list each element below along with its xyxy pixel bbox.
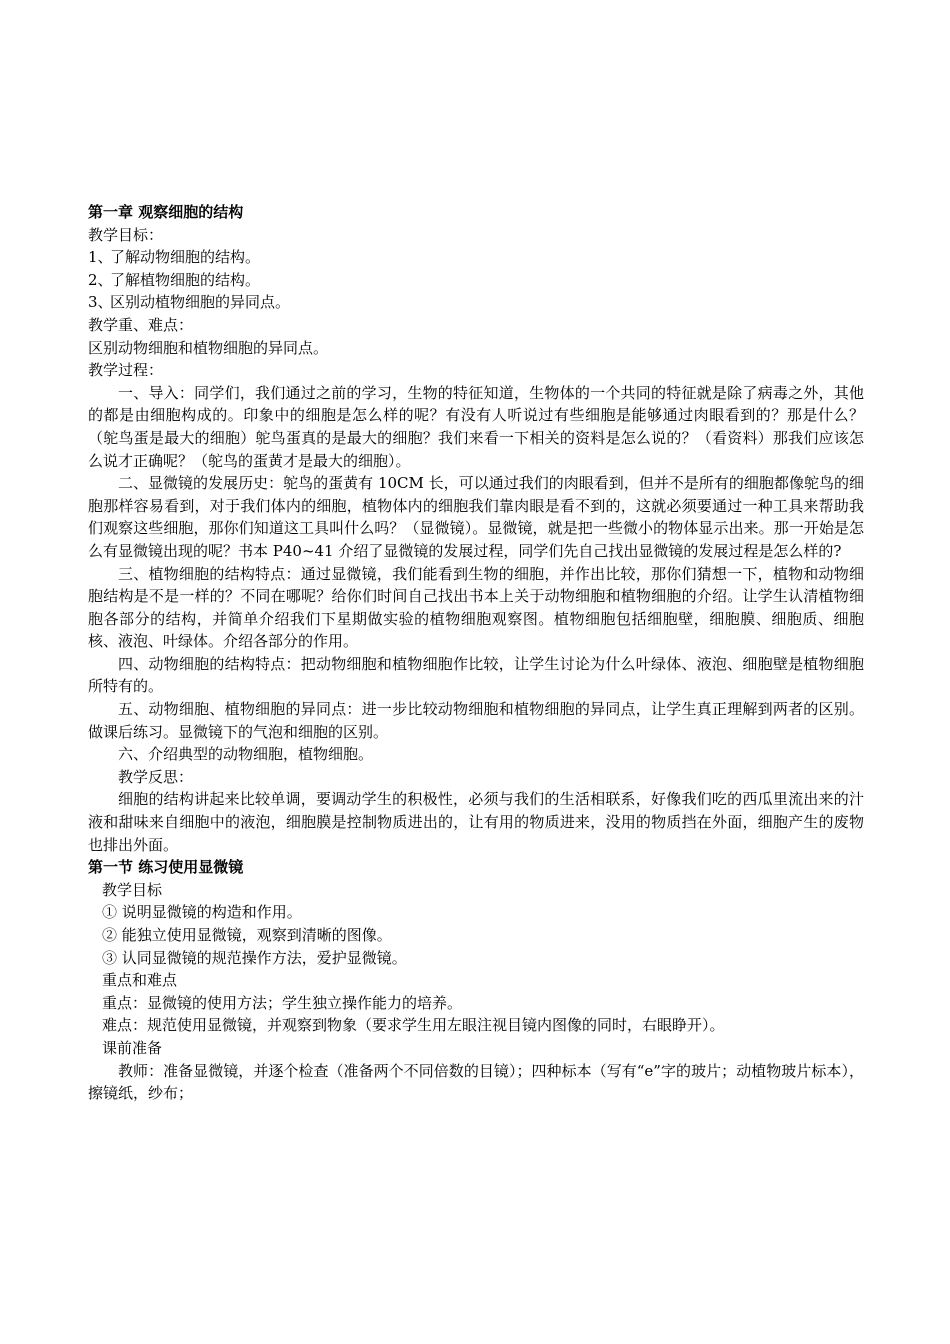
section-prep-label: 课前准备 bbox=[102, 1038, 163, 1057]
chapter-heading: 第一章 观察细胞的结构 bbox=[88, 203, 244, 221]
process-paragraph: 五、动物细胞、植物细胞的异同点：进一步比较动物细胞和植物细胞的异同点，让学生真正理解到两者的区别。做课后练习。显微镜下的气泡和细胞的区别。 bbox=[88, 700, 864, 741]
section-goal-item: ② 能独立使用显微镜，观察到清晰的图像。 bbox=[102, 926, 392, 944]
process-paragraph: 四、动物细胞的结构特点：把动物细胞和植物细胞作比较，让学生讨论为什么叶绿体、液泡、细胞壁是植物细胞所特有的。 bbox=[88, 654, 864, 696]
chapter-goal-item bbox=[88, 291, 864, 314]
section-heading: 第一节 练习使用显微镜 bbox=[88, 858, 244, 877]
goal-text: 了解动物细胞的结构。 bbox=[110, 248, 261, 267]
chapter-process-label: 教学过程： bbox=[88, 361, 164, 380]
process-paragraph: 一、导入：同学们，我们通过之前的学习，生物的特征知道，生物体的一个共同的特征就是除了病毒之外，其他的都是由细胞构成的。印象中的细胞是怎么样的呢？有没有人听说过有些细胞是能够通过肉眼看到的？那是什么？（鸵鸟蛋是最大的细胞）鸵鸟蛋真的是最大的细胞？我们来看一下相关的资料是怎么说的？（看资料）那我们应该怎么说才正确呢？（鸵鸟的蛋黄才是最大的细胞）。 bbox=[88, 383, 864, 470]
section-difficulty: 难点：规范使用显微镜，并观察到物象（要求学生用左眼注视目镜内图像的同时，右眼睁开）。 bbox=[102, 1016, 725, 1035]
chapter-goal-item bbox=[88, 269, 864, 292]
goal-number: 3、 bbox=[88, 293, 113, 312]
section-key-label: 重点和难点 bbox=[102, 971, 178, 990]
goal-text: 了解植物细胞的结构。 bbox=[110, 270, 261, 289]
chapter-goal-item bbox=[88, 246, 864, 269]
reflection-label: 教学反思： bbox=[118, 767, 194, 786]
chapter-key-text: 区别动物细胞和植物细胞的异同点。 bbox=[88, 338, 329, 357]
goal-number: 1、 bbox=[88, 248, 113, 267]
section-goal-item: ① 说明显微镜的构造和作用。 bbox=[102, 903, 302, 922]
section-goals-label: 教学目标 bbox=[102, 880, 163, 899]
goal-number: 2、 bbox=[88, 270, 113, 289]
chapter-key-label: 教学重、难点： bbox=[88, 315, 194, 334]
reflection-paragraph: 细胞的结构讲起来比较单调，要调动学生的积极性，必须与我们的生活相联系，好像我们吃的西瓜里流出来的汁液和甜味来自细胞中的液泡，细胞膜是控制物质进出的，让有用的物质进来，没用的物质挡在外面，细胞产生的废物也排出外面。 bbox=[88, 790, 864, 854]
process-paragraph: 六、介绍典型的动物细胞，植物细胞。 bbox=[118, 745, 374, 764]
chapter-goals-label: 教学目标： bbox=[88, 225, 164, 244]
document-page bbox=[88, 201, 864, 1105]
section-prep-teacher: 教师：准备显微镜，并逐个检查（准备两个不同倍数的目镜）；四种标本（写有“e”字的玻片；动植物玻片标本），擦镜纸，纱布； bbox=[88, 1061, 864, 1103]
process-paragraph: 三、植物细胞的结构特点：通过显微镜，我们能看到生物的细胞，并作出比较，那你们猜想一下，植物和动物细胞结构是不是一样的？不同在哪呢？给你们时间自己找出书本上关于动物细胞和植物细胞的介绍。让学生认清植物细胞各部分的结构，并简单介绍我们下星期做实验的植物细胞观察图。植物细胞包括细胞壁，细胞膜、细胞质、细胞核、液泡、叶绿体。介绍各部分的作用。 bbox=[88, 564, 864, 651]
section-goal-item: ③ 认同显微镜的规范操作方法，爱护显微镜。 bbox=[102, 948, 407, 967]
process-paragraph: 二、显微镜的发展历史：鸵鸟的蛋黄有 10CM 长，可以通过我们的肉眼看到，但并不是所有的细胞都像鸵鸟的细胞那样容易看到，对于我们体内的细胞，植物体内的细胞我们靠肉眼是看不到的，这就必须要通过一种工具来帮助我们观察这些细胞，那你们知道这工具叫什么吗？（显微镜）。显微镜，就是把一些微小的物体显示出来。那一开始是怎么有显微镜出现的呢？书本 P40~41 介绍了显微镜的发展过程，同学们先自己找出显微镜的发展过程是怎么样的? bbox=[88, 474, 864, 560]
goal-text: 区别动植物细胞的异同点。 bbox=[110, 293, 291, 312]
section-key-point: 重点：显微镜的使用方法；学生独立操作能力的培养。 bbox=[102, 993, 463, 1012]
